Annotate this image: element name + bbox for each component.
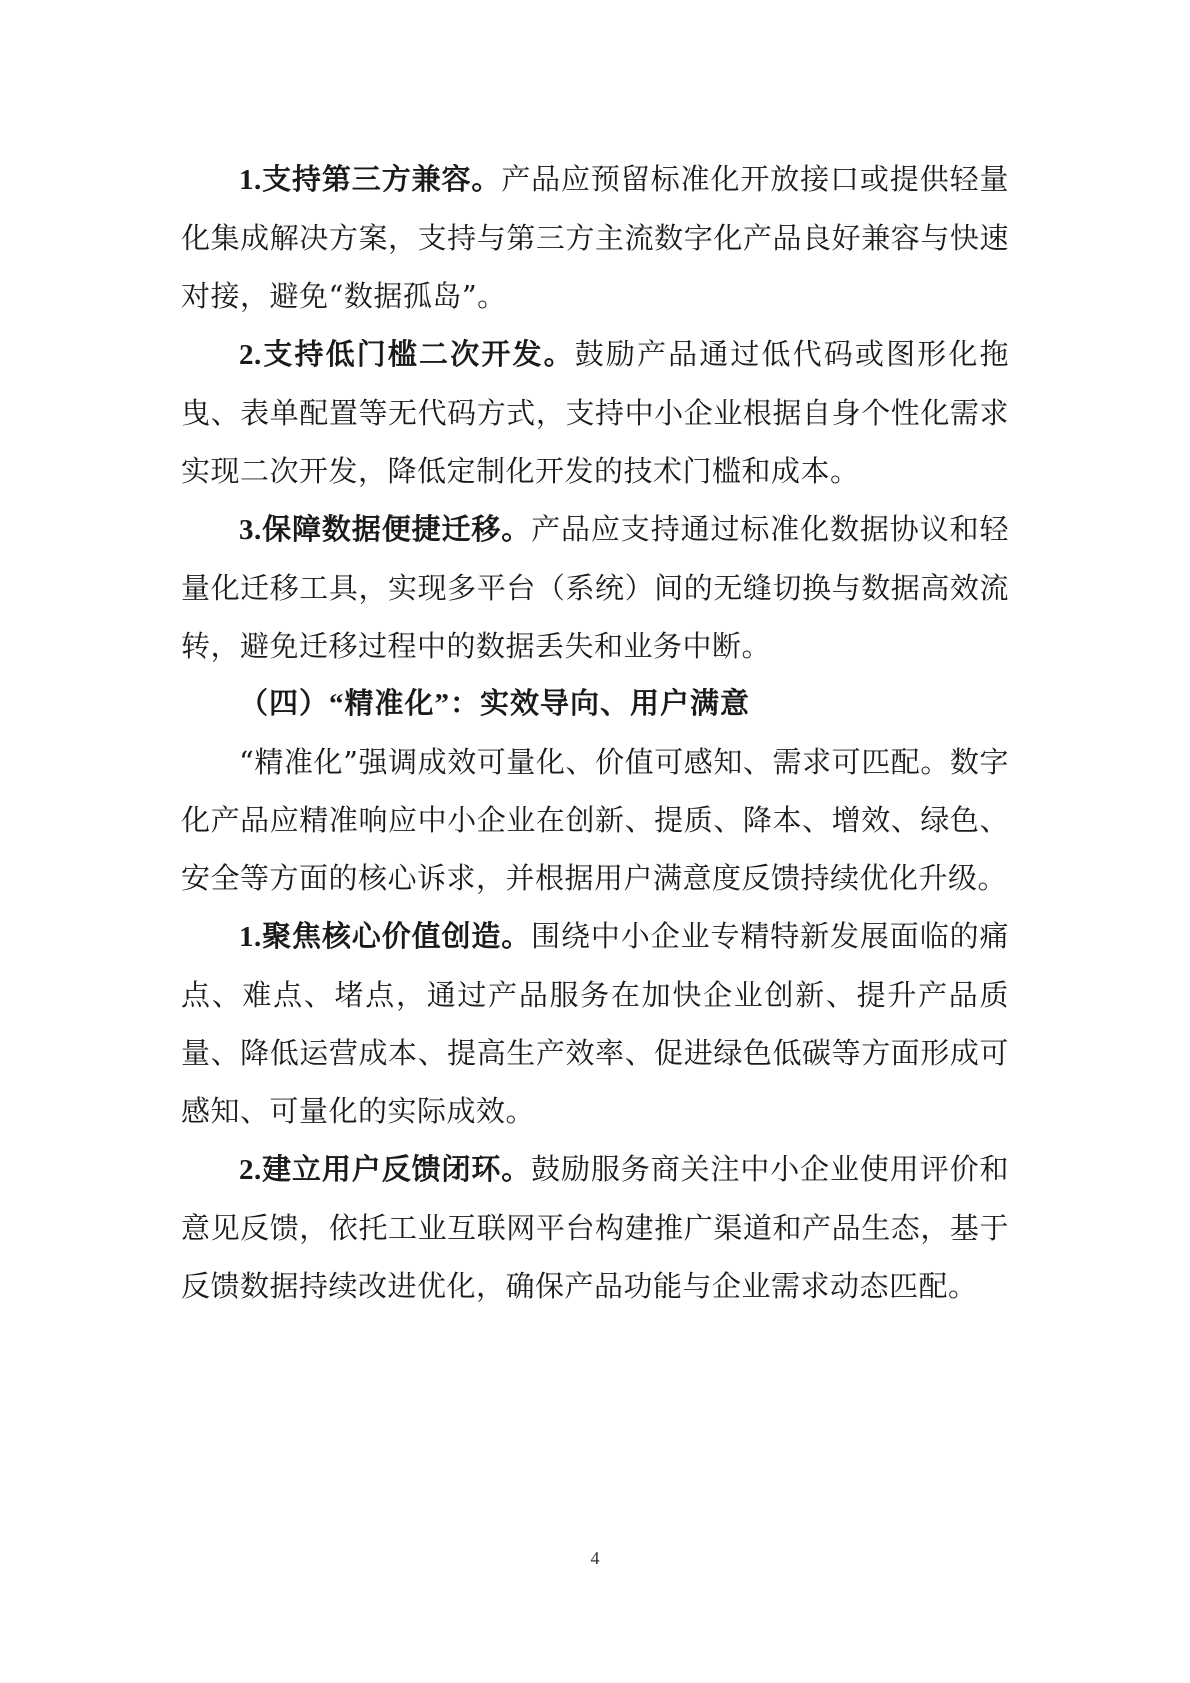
paragraph-body: 围绕中小企业专精特新发展面临的痛点、难点、堵点，通过产品服务在加快企业创新、提升产品质量、降低运营成本、提高生产效率、促进绿色低碳等方面形成可感知、可量化的实际成效。 <box>181 919 1009 1128</box>
page-content <box>181 150 1009 1315</box>
paragraph-lead: 1.支持第三方兼容。 <box>239 164 502 196</box>
section-intro: “精准化”强调成效可量化、价值可感知、需求可匹配。数字化产品应精准响应中小企业在创新、提质、降本、增效、绿色、安全等方面的核心诉求，并根据用户满意度反馈持续优化升级。 <box>181 745 1009 895</box>
section-heading: （四）“精准化”：实效导向、用户满意 <box>239 688 751 720</box>
paragraph-lead: 1.聚焦核心价值创造。 <box>239 921 532 953</box>
page-number: 4 <box>590 1548 600 1568</box>
paragraph-body: 鼓励服务商关注中小企业使用评价和意见反馈，依托工业互联网平台构建推广渠道和产品生态，基于反馈数据持续改进优化，确保产品功能与企业需求动态匹配。 <box>181 1152 1009 1303</box>
paragraph-lead: 2.支持低门槛二次开发。 <box>239 339 575 371</box>
paragraph-third-party-compatibility <box>181 150 1009 325</box>
paragraph-data-migration <box>181 500 1009 675</box>
paragraph-body: 产品应支持通过标准化数据协议和轻量化迁移工具，实现多平台（系统）间的无缝切换与数据高效流转，避免迁移过程中的数据丢失和业务中断。 <box>181 512 1009 663</box>
paragraph-body: 鼓励产品通过低代码或图形化拖曳、表单配置等无代码方式，支持中小企业根据自身个性化需求实现二次开发，降低定制化开发的技术门槛和成本。 <box>181 337 1009 488</box>
paragraph-core-value <box>181 907 1009 1140</box>
paragraph-low-threshold-development <box>181 325 1009 500</box>
paragraph-lead: 2.建立用户反馈闭环。 <box>239 1154 532 1186</box>
paragraph-lead: 3.保障数据便捷迁移。 <box>239 514 532 546</box>
paragraph-user-feedback <box>181 1140 1009 1315</box>
paragraph-body: 产品应预留标准化开放接口或提供轻量化集成解决方案，支持与第三方主流数字化产品良好兼容与快速对接，避免“数据孤岛”。 <box>181 162 1009 313</box>
